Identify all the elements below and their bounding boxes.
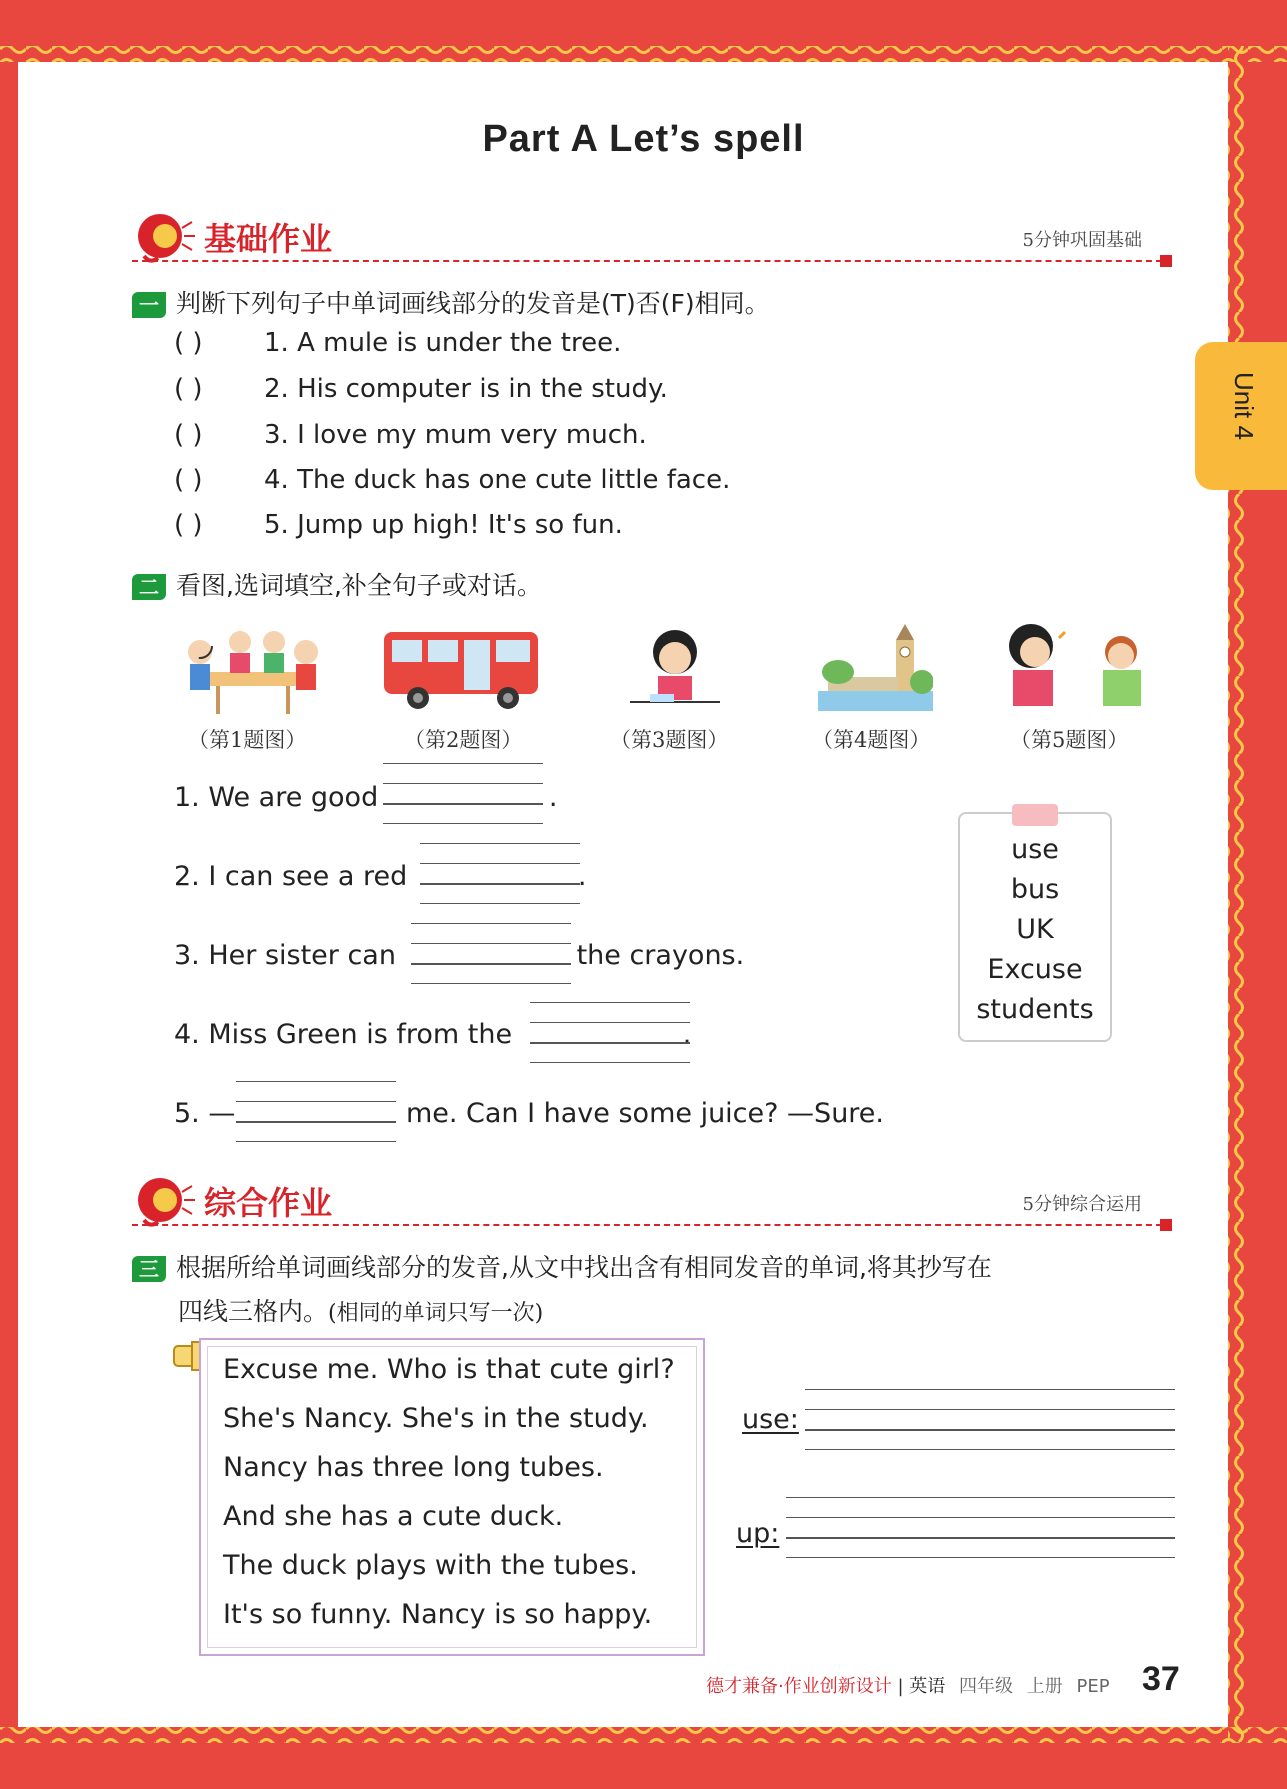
q2-heading [132,566,542,602]
word-bank-item: students [976,994,1094,1025]
q2-instruction: 看图,选词填空,补全句子或对话。 [176,571,542,600]
q1-badge: 一 [132,292,166,318]
red-bus-picture [380,622,545,717]
word-bank-tag [1012,804,1058,826]
picture-caption-3: （第3题图） [610,728,729,752]
sentence-text: 5. — [174,1098,236,1129]
sentence-end: me. Can I have some juice? —Sure. [405,1098,885,1129]
tf-item-text: 2. His computer is in the study. [264,374,668,404]
q3-instruction-note: (相同的单词只写一次) [328,1301,544,1326]
picture-caption-1: （第1题图） [188,728,307,752]
girl-and-boy-picture [995,622,1163,717]
word-bank-item: Excuse [987,954,1083,985]
sentence-end: the crayons. [576,940,745,971]
answer-blank[interactable]: ( ) [174,328,203,358]
divider-end-mark [1160,1219,1172,1231]
tf-item-text: 3. I love my mum very much. [264,420,647,450]
sentence-end: . [682,1019,692,1050]
answer-blank[interactable]: ( ) [174,465,203,495]
footer-brand: 德才兼备·作业创新设计 [706,1676,892,1697]
girl-drawing-picture [620,622,730,717]
passage-line: And she has a cute duck. [223,1501,564,1532]
q3-heading-line2 [178,1292,543,1328]
fill-sentence-1 [174,782,557,813]
section-basic-subtitle: 5分钟巩固基础 [1022,230,1142,251]
unit-tab-label: Unit 4 [1229,372,1259,440]
section-comprehensive-header [132,1172,1172,1232]
word-bank-item: use [1011,834,1059,865]
footer-volume: 上册 [1026,1676,1063,1697]
sentence-text: 4. Miss Green is from the [174,1019,513,1050]
picture-caption-4: （第4题图） [812,728,931,752]
fill-sentence-3 [174,940,744,971]
section-comprehensive-title: 综合作业 [204,1184,333,1222]
section-divider [132,260,1172,262]
unit-tab [1195,342,1287,490]
sentence-end: . [577,861,587,892]
page-title: Part A Let’s spell [482,118,805,160]
tf-item-text: 4. The duck has one cute little face. [264,465,731,495]
sentence-text: 3. Her sister can [174,940,396,971]
tf-item-text: 5. Jump up high! It's so fun. [264,510,623,540]
q1-instruction: 判断下列句子中单词画线部分的发音是(T)否(F)相同。 [176,289,770,318]
page-number: 37 [1142,1660,1180,1698]
tf-item-5 [174,510,623,540]
q2-badge: 二 [132,574,166,600]
sentence-text: 1. We are good [174,782,379,813]
passage-line: The duck plays with the tubes. [223,1550,638,1581]
word-bank-item: bus [1010,874,1060,905]
footer-separator: | [897,1676,904,1697]
passage-line: It's so funny. Nancy is so happy. [223,1599,653,1630]
answer-blank[interactable]: ( ) [174,374,203,404]
fill-sentence-5 [174,1098,884,1129]
picture-caption-2: （第2题图） [404,728,523,752]
reading-passage [199,1338,705,1656]
passage-line: Excuse me. Who is that cute girl? [223,1354,675,1385]
footer [706,1672,1110,1698]
q3-badge: 三 [132,1256,166,1282]
megaphone-icon [132,208,196,264]
tf-item-text: 1. A mule is under the tree. [264,328,622,358]
footer-subject: 英语 [909,1676,946,1697]
word-bank-item: UK [1016,914,1054,945]
answer-label-use: use: [742,1404,799,1435]
divider-end-mark [1160,255,1172,267]
answer-blank[interactable]: ( ) [174,510,203,540]
footer-edition: PEP [1076,1676,1110,1697]
sentence-text: 2. I can see a red [174,861,408,892]
word-bank [958,812,1112,1042]
section-comprehensive-subtitle: 5分钟综合运用 [1022,1194,1142,1215]
students-picture [178,622,323,717]
q3-heading [132,1248,992,1284]
tf-item-1 [174,328,621,358]
picture-caption-5: （第5题图） [1010,728,1129,752]
answer-label-up: up: [736,1518,780,1549]
answer-blank[interactable]: ( ) [174,420,203,450]
tf-item-2 [174,374,668,404]
fill-sentence-2 [174,861,586,892]
q3-instruction-line2: 四线三格内。 [178,1297,329,1326]
sentence-end: . [548,782,558,813]
passage-line: Nancy has three long tubes. [223,1452,604,1483]
section-basic-title: 基础作业 [204,220,333,258]
passage-line: She's Nancy. She's in the study. [223,1403,649,1434]
fill-sentence-4 [174,1019,691,1050]
section-basic-header [132,208,1172,268]
big-ben-picture [818,622,933,717]
megaphone-icon [132,1172,196,1228]
footer-grade: 四年级 [959,1676,1014,1697]
tf-item-4 [174,465,730,495]
section-divider [132,1224,1172,1226]
q3-instruction-line1: 根据所给单词画线部分的发音,从文中找出含有相同发音的单词,将其抄写在 [176,1253,992,1282]
q1-heading [132,284,770,320]
tf-item-3 [174,420,647,450]
